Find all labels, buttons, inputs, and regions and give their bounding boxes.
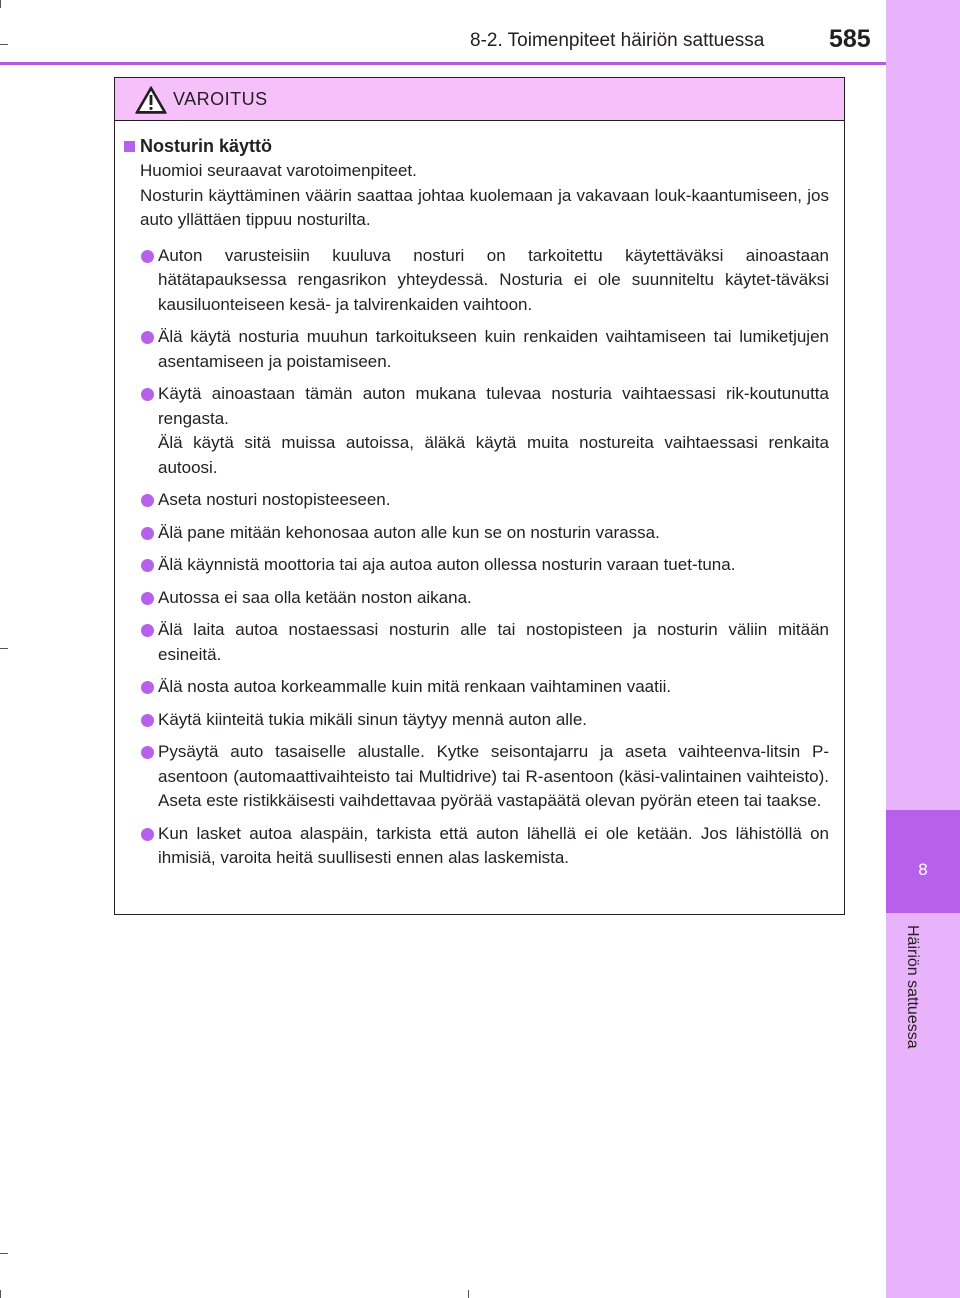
chapter-label: Häiriön sattuessa xyxy=(904,925,921,1049)
round-bullet-icon xyxy=(141,388,154,401)
round-bullet-icon xyxy=(141,494,154,507)
section-title: Nosturin käyttö xyxy=(124,133,829,159)
list-item: Pysäytä auto tasaiselle alustalle. Kytke seisontajarru ja aseta vaihteenva-litsin P-asentoon (automaattivaihteisto tai Multidrive) tai R-asentoon (käsi-valintainen vaihteisto). Aseta este ristikkäisesti vaihdettavaa pyörää vastapäätä olevan pyörän eteen tai taakse. xyxy=(124,740,829,814)
round-bullet-icon xyxy=(141,559,154,572)
running-header-title: 8-2. Toimenpiteet häiriön sattuessa xyxy=(470,30,765,51)
crop-mark xyxy=(0,1253,8,1254)
round-bullet-icon xyxy=(141,828,154,841)
round-bullet-icon xyxy=(141,592,154,605)
round-bullet-icon xyxy=(141,624,154,637)
list-item: Älä käytä nosturia muuhun tarkoitukseen kuin renkaiden vaihtamiseen tai lumiketjujen asentamiseen ja poistamiseen. xyxy=(124,325,829,374)
list-item: Aseta nosturi nostopisteeseen. xyxy=(124,488,829,513)
crop-mark xyxy=(0,1290,1,1298)
crop-mark xyxy=(468,1290,469,1298)
list-item: Auton varusteisiin kuuluva nosturi on tarkoitettu käytettäväksi ainoastaan hätätapauksessa rengasrikon yhteydessä. Nosturia ei ole suunniteltu käytet-täväksi kausiluonteiseen kesä- ja talvirenkaiden vaihtoon. xyxy=(124,244,829,318)
header-rule xyxy=(0,62,886,65)
warning-triangle-icon xyxy=(135,86,167,114)
list-item: Autossa ei saa olla ketään noston aikana. xyxy=(124,586,829,611)
round-bullet-icon xyxy=(141,527,154,540)
chapter-number: 8 xyxy=(918,860,928,879)
round-bullet-icon xyxy=(141,746,154,759)
chapter-tab xyxy=(886,810,960,913)
round-bullet-icon xyxy=(141,714,154,727)
warning-box xyxy=(114,77,845,915)
crop-mark xyxy=(0,648,8,649)
list-item: Älä pane mitään kehonosaa auton alle kun se on nosturin varassa. xyxy=(124,521,829,546)
intro-line: Nosturin käyttäminen väärin saattaa johtaa kuolemaan ja vakavaan louk-kaantumiseen, jos auto yllättäen tippuu nosturilta. xyxy=(140,185,829,229)
crop-mark xyxy=(0,44,8,45)
round-bullet-icon xyxy=(141,250,154,263)
round-bullet-icon xyxy=(141,681,154,694)
warning-header xyxy=(115,78,844,121)
square-bullet-icon xyxy=(124,141,135,152)
intro-text xyxy=(140,159,829,233)
warning-label: VAROITUS xyxy=(173,89,268,109)
list-item: Älä laita autoa nostaessasi nosturin alle tai nostopisteen ja nosturin väliin mitään esineitä. xyxy=(124,618,829,667)
list-item: Älä käynnistä moottoria tai aja autoa auton ollessa nosturin varaan tuet-tuna. xyxy=(124,553,829,578)
warning-list xyxy=(124,244,829,871)
list-item: Käytä ainoastaan tämän auton mukana tulevaa nosturia vaihtaessasi rik-koutunutta rengasta. Älä käytä sitä muissa autoissa, äläkä käytä muita nostureita vaihtaessasi renkaita autoosi. xyxy=(124,382,829,480)
warning-content xyxy=(115,133,844,879)
list-item: Älä nosta autoa korkeammalle kuin mitä renkaan vaihtaminen vaatii. xyxy=(124,675,829,700)
intro-line: Huomioi seuraavat varotoimenpiteet. xyxy=(140,161,417,180)
side-thumb-tab xyxy=(886,0,960,810)
crop-mark xyxy=(0,0,1,8)
list-item: Käytä kiinteitä tukia mikäli sinun täytyy mennä auton alle. xyxy=(124,708,829,733)
round-bullet-icon xyxy=(141,331,154,344)
page-number: 585 xyxy=(829,25,871,53)
list-item: Kun lasket autoa alaspäin, tarkista että auton lähellä ei ole ketään. Jos lähistöllä on ihmisiä, varoita heitä suullisesti ennen alas laskemista. xyxy=(124,822,829,871)
